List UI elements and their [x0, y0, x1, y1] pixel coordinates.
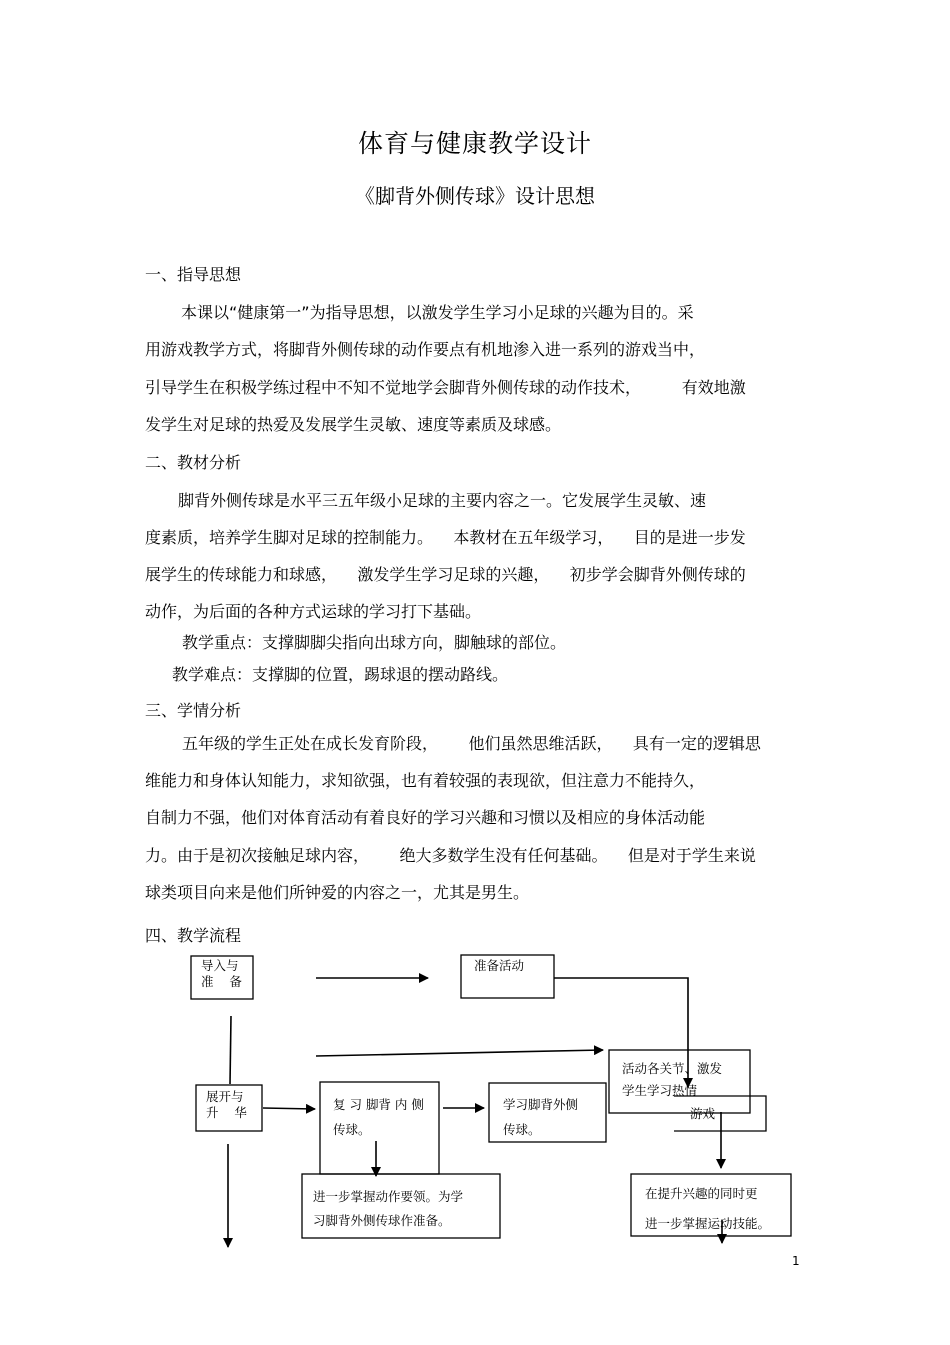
document-subtitle: 《脚背外侧传球》设计思想	[355, 184, 595, 208]
arrow	[263, 1108, 315, 1109]
teaching-focus: 教学重点：支撑脚脚尖指向出球方向，脚触球的部位。	[182, 633, 567, 652]
paragraph-line: 力。由于是初次接触足球内容， 绝大多数学生没有任何基础。 但是对于学生来说	[145, 846, 756, 865]
arrow	[316, 1050, 603, 1056]
paragraph-line: 展学生的传球能力和球感， 激发学生学习足球的兴趣， 初步学会脚背外侧传球的	[145, 565, 746, 584]
paragraph-line: 自制力不强，他们对体育活动有着良好的学习兴趣和习惯以及相应的身体活动能	[145, 808, 706, 827]
connector-line	[230, 1016, 231, 1084]
paragraph-line: 用游戏教学方式，将脚背外侧传球的动作要点有机地渗入进一系列的游戏当中，	[145, 340, 706, 359]
flow-label-warmup: 准备活动	[474, 958, 525, 973]
paragraph-line: 动作，为后面的各种方式运球的学习打下基础。	[145, 602, 482, 621]
flow-label-expand: 展开与 升 华	[206, 1089, 247, 1120]
paragraph-line: 维能力和身体认知能力，求知欲强，也有着较强的表现欲，但注意力不能持久，	[145, 771, 706, 790]
paragraph-line: 五年级的学生正处在成长发育阶段， 他们虽然思维活跃， 具有一定的逻辑思	[182, 734, 761, 753]
paragraph-line: 本课以“健康第一”为指导思想，以激发学生学习小足球的兴趣为目的。采	[181, 303, 694, 322]
paragraph-line: 脚背外侧传球是水平三五年级小足球的主要内容之一。它发展学生灵敏、速	[178, 491, 707, 510]
flow-label-activity: 活动各关节、激发 学生学习热情	[622, 1061, 723, 1098]
flow-label-further: 进一步掌握动作要领。为学 习脚背外侧传球作准备。	[313, 1189, 464, 1229]
flow-label-learn: 学习脚背外侧 传球。	[503, 1097, 579, 1137]
section-heading-process: 四、教学流程	[145, 926, 242, 945]
page-number: 1	[792, 1254, 800, 1268]
flow-label-raise: 在提升兴趣的同时更 进一步掌握运动技能。	[645, 1186, 771, 1231]
paragraph-line: 球类项目向来是他们所钟爱的内容之一，尤其是男生。	[145, 883, 530, 902]
flow-label-game: 游戏	[690, 1106, 716, 1121]
paragraph-line: 发学生对足球的热爱及发展学生灵敏、速度等素质及球感。	[145, 415, 562, 434]
section-heading-material: 二、教材分析	[145, 453, 242, 472]
section-heading-students: 三、学情分析	[145, 701, 242, 720]
paragraph-line: 引导学生在积极学练过程中不知不觉地学会脚背外侧传球的动作技术， 有效地激	[145, 378, 746, 397]
flow-label-review: 复 习 脚背 内 侧 传球。	[333, 1097, 424, 1137]
section-heading-guiding: 一、指导思想	[145, 265, 242, 284]
paragraph-line: 度素质，培养学生脚对足球的控制能力。 本教材在五年级学习， 目的是进一步发	[145, 528, 746, 547]
teaching-difficulty: 教学难点：支撑脚的位置，踢球退的摆动路线。	[172, 665, 509, 684]
flow-label-intro: 导入与 准 备	[201, 958, 242, 989]
document-title: 体育与健康教学设计	[357, 129, 592, 158]
